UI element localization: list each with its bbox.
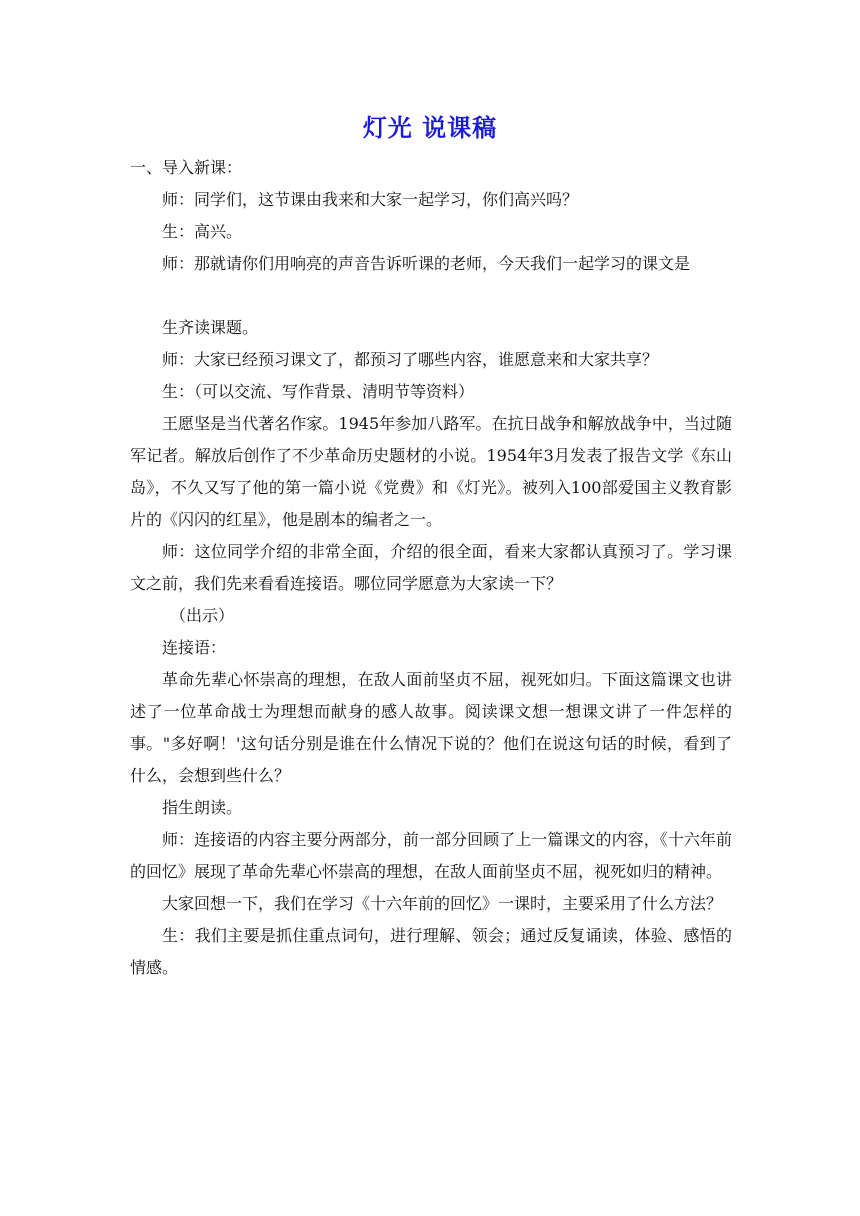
section-heading: 一、导入新课： (130, 158, 243, 177)
document-title: 灯光 说课稿 (362, 114, 498, 142)
paragraph: 王愿坚是当代著名作家。1945年参加八路军。在抗日战争和解放战争中，当过随军记者。解放后创作了不少革命历史题材的小说。1954年3月发表了报告文学《东山岛》，不久又写了他的第一篇小说《党费》和《灯光》。被列入100部爱国主义教育影片的《闪闪的红星》，他是剧本的编者之一。 (130, 414, 732, 529)
document-body (130, 152, 732, 984)
paragraph: 指生朗读。 (162, 798, 243, 817)
blank-line (130, 280, 732, 312)
paragraph: 师：大家已经预习课文了，都预习了哪些内容，谁愿意来和大家共享？ (162, 350, 659, 369)
paragraph: 生：我们主要是抓住重点词句，进行理解、领会；通过反复诵读，体验、感悟的情感。 (130, 926, 732, 977)
paragraph: 师：那就请你们用响亮的声音告诉听课的老师，今天我们一起学习的课文是 (162, 254, 691, 273)
paragraph: 革命先辈心怀崇高的理想，在敌人面前坚贞不屈，视死如归。下面这篇课文也讲述了一位革命战士为理想而献身的感人故事。阅读课文想一想课文讲了一件怎样的事。"多好啊！'这句话分别是谁在什么情况下说的？他们在说这句话的时候，看到了什么，会想到些什么？ (130, 670, 732, 785)
paragraph: 师：连接语的内容主要分两部分，前一部分回顾了上一篇课文的内容，《十六年前的回忆》展现了革命先辈心怀崇高的理想，在敌人面前坚贞不屈，视死如归的精神。 (130, 830, 732, 881)
paragraph: 师：这位同学介绍的非常全面，介绍的很全面，看来大家都认真预习了。学习课文之前，我们先来看看连接语。哪位同学愿意为大家读一下？ (130, 542, 732, 593)
paragraph: 大家回想一下，我们在学习《十六年前的回忆》一课时，主要采用了什么方法？ (162, 894, 723, 913)
paragraph: 师：同学们，这节课由我来和大家一起学习，你们高兴吗？ (162, 190, 579, 209)
paragraph: 生：高兴。 (162, 222, 243, 241)
paragraph: （出示） (170, 606, 235, 625)
paragraph: 生齐读课题。 (162, 318, 259, 337)
paragraph: 连接语： (162, 638, 227, 657)
paragraph: 生：（可以交流、写作背景、清明节等资料） (162, 382, 475, 401)
